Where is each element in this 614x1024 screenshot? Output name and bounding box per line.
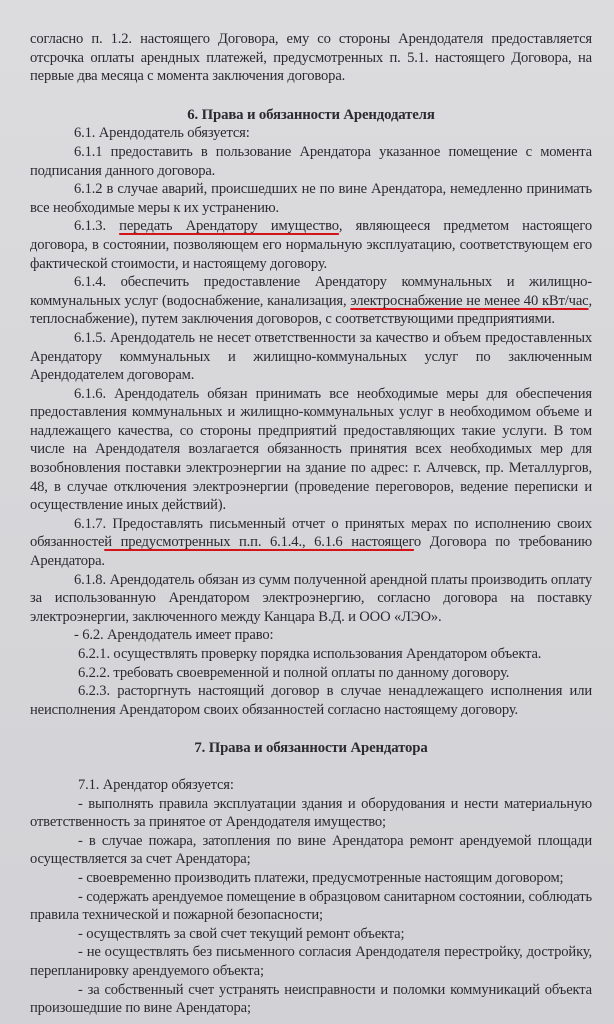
clause-6-1-4-start: 6.1.4. обеспечить предоставление Арендатору коммунальных и жилищно-коммунальных услуг (водоснабжение, канализация, — [30, 274, 592, 309]
highlight-electricity-supply: электроснабжение не менее 40 кВт/час — [350, 292, 589, 309]
clause-6-1-7-end: о Договора по требованию Арендатора. — [30, 534, 592, 570]
clause-6-1-7-start: 6.1.7. Предоставлять письменный отчет о принятых мерах по исполнению своих обязанносте — [30, 515, 592, 551]
clause-6-1-3-rest: , являющееся предметом настоящего договора, в состоянии, позволяющем его нормальную эксплуатацию, соответствующем его фактической стоимости, и настоящему договору. — [30, 218, 592, 272]
clause-6-1-1: 6.1.1 предоставить в пользование Арендатора указанное помещение с момента подписания данного договора. — [30, 143, 592, 179]
highlight-clause-references: й предусмотренных п.п. 6.1.4., 6.1.6 настоящег — [104, 534, 414, 551]
clause-6-1-2: 6.1.2 в случае аварий, происшедших не по вине Арендатора, немедленно принимать все необходимые меры к их устранению. — [30, 181, 592, 216]
section-6-title: 6. Права и обязанности Арендодателя — [187, 106, 435, 123]
clause-6-2-3: 6.2.3. расторгнуть настоящий договор в случае ненадлежащего исполнения или неисполнения Арендатором своих обязанностей согласно настоящему договору. — [30, 683, 592, 718]
clause-6-1-8: 6.1.8. Арендодатель обязан из сумм полученной арендной платы производить оплату за использованную Арендатором электроэнергию, согласно договора на поставку электроэнергии, заключенного между Канцара В.Д. и ООО «ЛЭО». — [30, 571, 592, 625]
highlight-transfer-property: передать Арендатору имущество — [119, 218, 339, 235]
clause-6-1-4 — [30, 273, 592, 329]
section-7-title: 7. Права и обязанности Арендатора — [194, 740, 428, 757]
clause-6-1-3-number: 6.1.3. — [74, 218, 106, 235]
clause-6-1-7 — [30, 515, 592, 571]
clause-6-2-2: 6.2.2. требовать своевременной и полной оплаты по данному договору. — [78, 664, 510, 681]
clause-6-1-6: 6.1.6. Арендодатель обязан принимать все необходимые меры для обеспечения предоставления коммунальных и жилищно-коммунальных услуг в необходимом объеме и надлежащего качества, со стороны предприятий предоставляющих такие услуги. В том числе на Арендодателя возлагается обязанность принятия всех необходимых мер для возобновления поставки электроэнергии на здание по адрес: г. Алчевск, пр. Металлургов, 48, в случае отключения электроэнергии (проведение переговоров, ведение переписки и осуществление иных действий). — [30, 385, 592, 514]
clause-6-2: - 6.2. Арендодатель имеет право: — [74, 627, 274, 644]
clause-6-1-4-end: , теплоснабжение), путем заключения договоров, с соответствующими предприятиями. — [30, 292, 592, 328]
intro-paragraph: согласно п. 1.2. настоящего Договора, ему со стороны Арендодателя предоставляется отсрочка оплаты арендных платежей, предусмотренных п. 5.1. настоящего Договора, на первые два месяца с момента заключения договора. — [30, 31, 592, 85]
list-item: - за собственный счет устранять неисправности и поломки коммуникаций объекта произошедшие по вине Арендатора; — [30, 981, 592, 1017]
clause-6-2-1: 6.2.1. осуществлять проверку порядка использования Арендатором объекта. — [78, 646, 542, 662]
list-item: - выполнять правила эксплуатации здания и оборудования и нести материальную ответственность за принятое от Арендодателя имущество; — [30, 795, 592, 831]
list-item: - в случае пожара, затопления по вине Арендатора ремонт арендуемой площади осуществляется за счет Арендатора; — [30, 832, 592, 868]
list-item: - содержать арендуемое помещение в образцовом санитарном состоянии, соблюдать правила технической и пожарной безопасности; — [30, 888, 592, 924]
clause-6-1: 6.1. Арендодатель обязуется: — [74, 125, 250, 142]
clause-6-1-3 — [30, 217, 592, 273]
list-item: - осуществлять за свой счет текущий ремонт объекта; — [78, 925, 405, 942]
clause-7-1: 7.1. Арендатор обязуется: — [78, 776, 234, 793]
list-item: - своевременно производить платежи, предусмотренные настоящим договором; — [78, 869, 564, 886]
list-item: - не осуществлять без письменного согласия Арендодателя перестройку, достройку, перепланировку арендуемого объекта; — [30, 944, 592, 979]
clause-6-1-5: 6.1.5. Арендодатель не несет ответственности за качество и объем предоставленных Арендатору коммунальных и жилищно-коммунальных услуг по заключенным Арендодателем договорам. — [30, 329, 592, 384]
